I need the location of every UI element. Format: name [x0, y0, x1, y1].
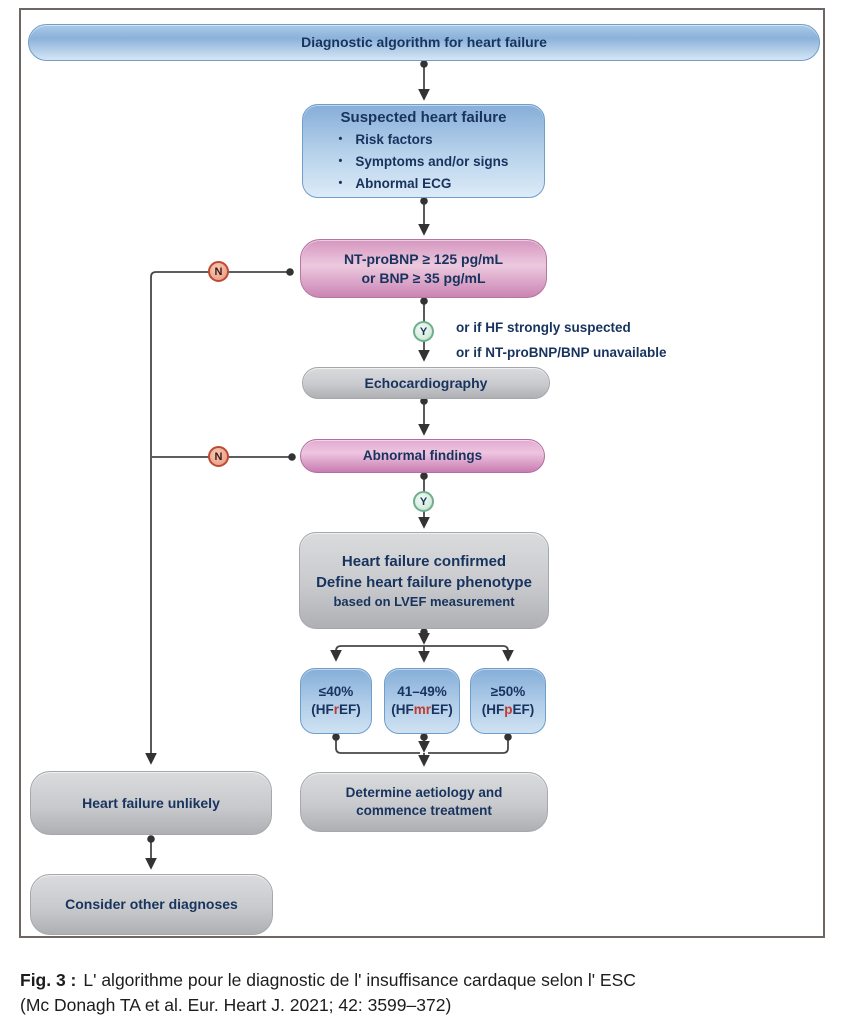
- yes-badge-letter: Y: [419, 495, 428, 508]
- heart-failure-confirmed-node: [299, 532, 549, 629]
- bullet-label: Risk factors: [355, 132, 433, 148]
- no-badge: [208, 261, 229, 282]
- bullet-label: Abnormal ECG: [355, 176, 452, 192]
- lvef-range: ≤40%: [318, 684, 354, 700]
- consider-label: Consider other diagnoses: [65, 896, 238, 913]
- bullet-icon: •: [338, 177, 343, 190]
- bnp-line1: NT-proBNP ≥ 125 pg/mL: [343, 251, 504, 268]
- bnp-side-note: [456, 315, 667, 365]
- lvef-highlight-letter: mr: [413, 702, 431, 717]
- figure-caption: [20, 968, 820, 1018]
- title-node: [28, 24, 820, 61]
- lvef-acronym: (HFmrEF): [391, 702, 453, 717]
- lvef-acronym: (HFrEF): [311, 702, 361, 717]
- bullet-icon: •: [338, 133, 343, 146]
- determine-line1: Determine aetiology and: [345, 785, 503, 801]
- bullet-label: Symptoms and/or signs: [355, 154, 509, 170]
- confirmed-line3: based on LVEF measurement: [333, 594, 515, 610]
- consider-other-diagnoses-node: [30, 874, 273, 935]
- no-badge: [208, 446, 229, 467]
- lvef-hfmref-node: [384, 668, 460, 734]
- lvef-acronym: (HFpEF): [481, 702, 535, 717]
- echocardiography-node: [302, 367, 550, 399]
- confirmed-line1: Heart failure confirmed: [341, 552, 507, 570]
- no-badge-letter: N: [214, 265, 223, 278]
- lvef-hfref-node: [300, 668, 372, 734]
- yes-badge-letter: Y: [419, 325, 428, 338]
- side-note-line1: or if HF strongly suspected: [456, 320, 631, 335]
- bullet-icon: •: [338, 155, 343, 168]
- echo-label: Echocardiography: [364, 374, 488, 391]
- abnormal-findings-node: [300, 439, 545, 473]
- lvef-range: ≥50%: [490, 684, 526, 700]
- bnp-threshold-node: [300, 239, 547, 298]
- abnormal-label: Abnormal findings: [362, 448, 483, 464]
- caption-text: L' algorithme pour le diagnostic de l' insuffisance cardaque selon l' ESC: [83, 969, 636, 990]
- bnp-line2: or BNP ≥ 35 pg/mL: [361, 269, 486, 286]
- suspected-bullet-list: [339, 130, 509, 193]
- yes-badge: [413, 321, 434, 342]
- bullet-item: [339, 130, 433, 150]
- bullet-item: [339, 174, 452, 194]
- heart-failure-unlikely-node: [30, 771, 272, 835]
- determine-line2: commence treatment: [356, 803, 492, 818]
- no-badge-letter: N: [214, 450, 223, 463]
- title-label: Diagnostic algorithm for heart failure: [301, 34, 547, 51]
- lvef-highlight-letter: r: [333, 702, 339, 717]
- side-note-line2: or if NT-proBNP/BNP unavailable: [456, 345, 667, 360]
- determine-aetiology-node: [300, 772, 548, 832]
- suspected-heart-failure-node: [302, 104, 545, 198]
- lvef-hfpef-node: [470, 668, 546, 734]
- caption-figure-label: Fig. 3 :: [20, 969, 77, 990]
- unlikely-label: Heart failure unlikely: [82, 794, 220, 811]
- lvef-range: 41–49%: [397, 684, 447, 700]
- caption-source: (Mc Donagh TA et al. Eur. Heart J. 2021; 42: 3599–372): [20, 994, 452, 1015]
- yes-badge: [413, 491, 434, 512]
- lvef-highlight-letter: p: [504, 702, 513, 717]
- confirmed-line2: Define heart failure phenotype: [316, 574, 532, 591]
- bullet-item: [339, 152, 509, 172]
- suspected-title: Suspected heart failure: [340, 109, 507, 127]
